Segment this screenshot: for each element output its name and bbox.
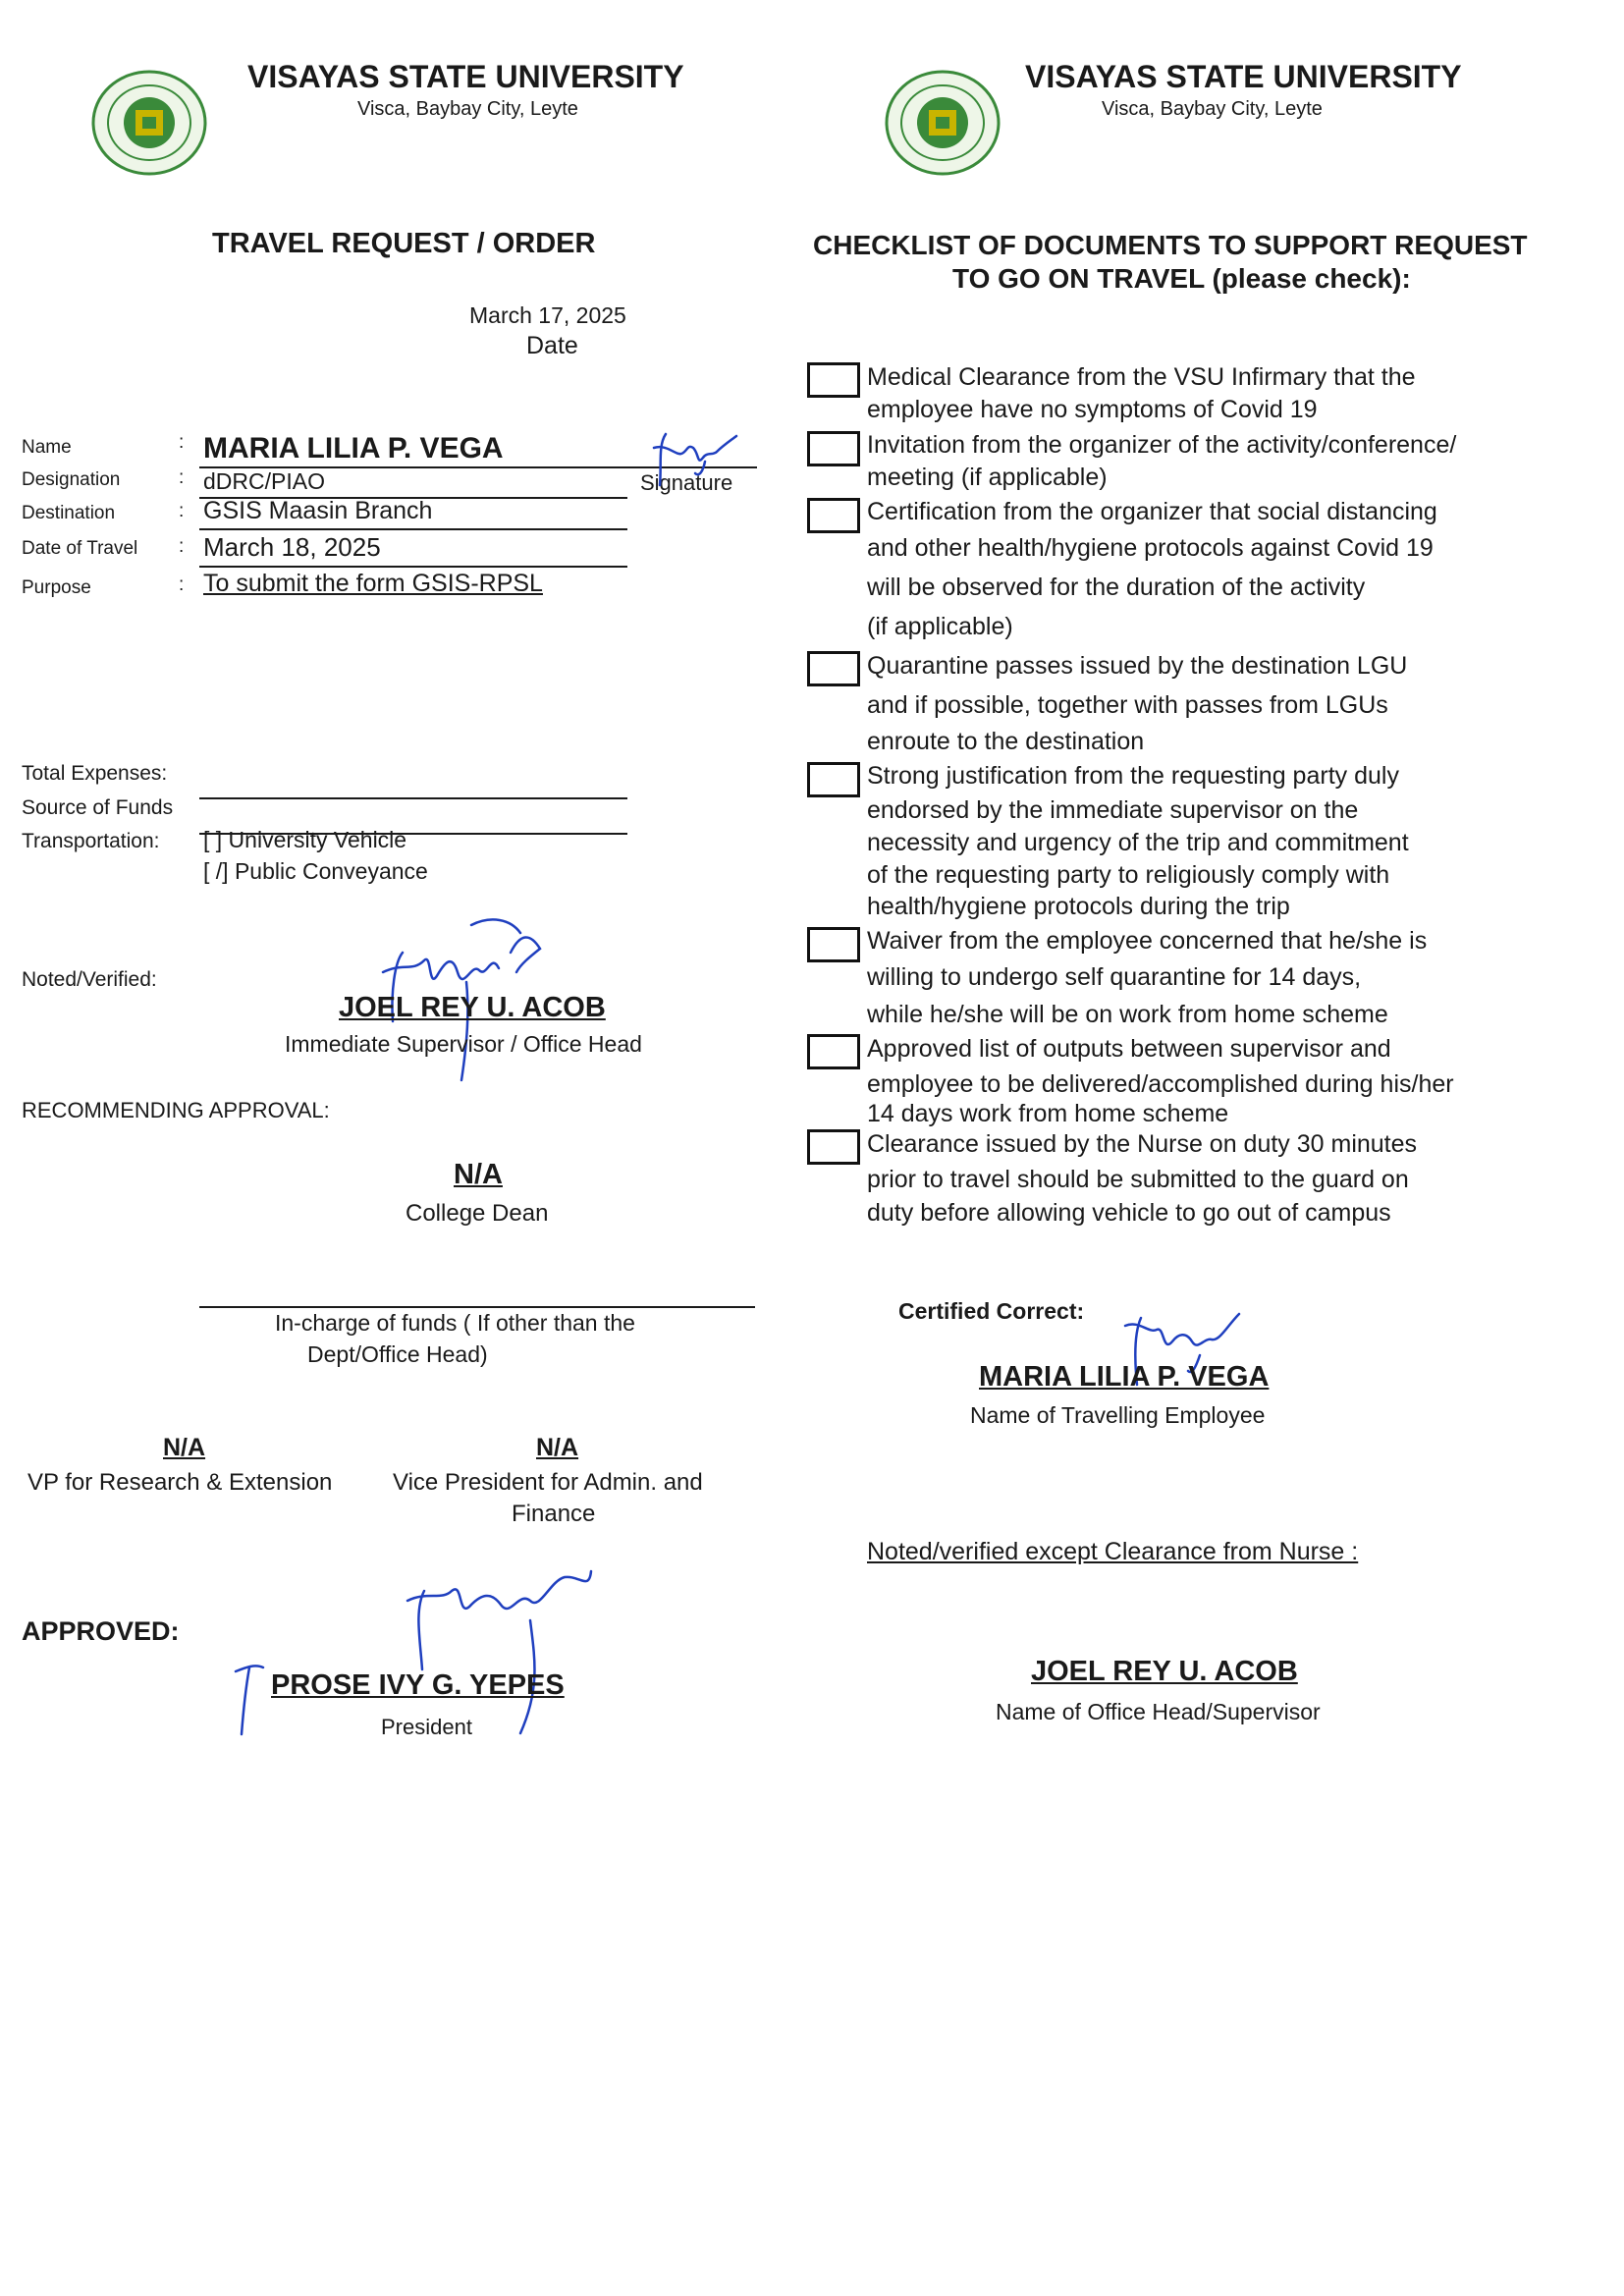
purpose-value: To submit the form GSIS-RPSL <box>203 570 543 597</box>
approved-label: APPROVED: <box>22 1616 180 1646</box>
in-charge-funds-title-1: In-charge of funds ( If other than the <box>275 1310 635 1336</box>
purpose-colon: : <box>179 574 185 595</box>
noted-verified-label: Noted/Verified: <box>22 968 157 991</box>
in-charge-funds-title-2: Dept/Office Head) <box>307 1341 488 1367</box>
checklist-item-text: Strong justification from the requesting party duly <box>867 762 1399 790</box>
designation-colon: : <box>179 467 185 488</box>
checklist-item-text: duty before allowing vehicle to go out of campus <box>867 1199 1391 1227</box>
college-dean-title: College Dean <box>406 1200 549 1227</box>
date-of-travel-label: Date of Travel <box>22 538 138 559</box>
checklist-checkbox-justification[interactable] <box>807 762 860 797</box>
date-of-travel-colon: : <box>179 536 185 557</box>
supervisor-title: Immediate Supervisor / Office Head <box>285 1031 642 1057</box>
vp-research-value: N/A <box>163 1434 206 1461</box>
checklist-item-text: Waiver from the employee concerned that he/she is <box>867 927 1428 955</box>
president-name: PROSE IVY G. YEPES <box>271 1669 565 1701</box>
checklist-checkbox-waiver[interactable] <box>807 927 860 962</box>
total-expenses-label: Total Expenses: <box>22 762 168 785</box>
transportation-label: Transportation: <box>22 830 160 852</box>
purpose-label: Purpose <box>22 577 91 598</box>
checklist-item-text: while he/she will be on work from home scheme <box>867 1001 1388 1028</box>
checklist-item-text: employee to be delivered/accomplished during his/her <box>867 1070 1454 1098</box>
checklist-item-text: prior to travel should be submitted to the guard on <box>867 1166 1409 1193</box>
certified-correct-label: Certified Correct: <box>898 1298 1085 1324</box>
transport-option-university-vehicle: [ ] University Vehicle <box>203 827 407 852</box>
left-university-seal <box>90 69 208 177</box>
checklist-title-line2: TO GO ON TRAVEL (please check): <box>952 263 1411 294</box>
checklist-item-text: Clearance issued by the Nurse on duty 30 minutes <box>867 1130 1418 1158</box>
handwritten-signature <box>206 1561 619 1738</box>
checklist-item-text: Approved list of outputs between supervisor and <box>867 1035 1391 1063</box>
university-seal-icon <box>90 69 208 177</box>
checklist-item-text: employee have no symptoms of Covid 19 <box>867 396 1318 423</box>
checklist-item-text: and other health/hygiene protocols against Covid 19 <box>867 534 1434 562</box>
checklist-item-text: enroute to the destination <box>867 728 1145 755</box>
checklist-checkbox-nurse-clearance[interactable] <box>807 1129 860 1165</box>
checklist-checkbox-quarantine-passes[interactable] <box>807 651 860 686</box>
traveller-name: MARIA LILIA P. VEGA <box>979 1361 1270 1393</box>
president-title: President <box>381 1715 472 1739</box>
travel-order-title: TRAVEL REQUEST / ORDER <box>212 228 596 259</box>
checklist-item-text: and if possible, together with passes from LGUs <box>867 691 1388 719</box>
checklist-item-text: Medical Clearance from the VSU Infirmary that the <box>867 363 1416 391</box>
recommending-approval-label: RECOMMENDING APPROVAL: <box>22 1098 330 1122</box>
signature-label: Signature <box>640 470 733 495</box>
right-university-seal <box>884 69 1001 177</box>
office-head-title: Name of Office Head/Supervisor <box>996 1699 1321 1724</box>
university-seal-icon <box>884 69 1001 177</box>
checklist-checkbox-medical-clearance[interactable] <box>807 362 860 398</box>
vp-admin-title-line1: Vice President for Admin. and <box>393 1469 703 1496</box>
checklist-item-text: Invitation from the organizer of the activity/conference/ <box>867 431 1457 459</box>
checklist-item-text: necessity and urgency of the trip and commitment <box>867 829 1409 856</box>
date-label: Date <box>526 332 578 359</box>
checklist-item-text: willing to undergo self quarantine for 14 days, <box>867 963 1362 991</box>
checklist-item-text: Certification from the organizer that social distancing <box>867 498 1437 525</box>
total-expenses-line <box>199 797 627 799</box>
traveller-title: Name of Travelling Employee <box>970 1402 1266 1428</box>
checklist-item-text: will be observed for the duration of the activity <box>867 574 1366 601</box>
source-of-funds-label: Source of Funds <box>22 796 174 819</box>
name-colon: : <box>179 432 185 453</box>
left-university-name: VISAYAS STATE UNIVERSITY <box>247 59 684 94</box>
college-dean-value: N/A <box>454 1159 503 1190</box>
vp-admin-value: N/A <box>536 1434 579 1461</box>
designation-value: dDRC/PIAO <box>203 468 325 494</box>
checklist-checkbox-certification[interactable] <box>807 498 860 533</box>
checklist-item-text: health/hygiene protocols during the trip <box>867 893 1290 920</box>
right-university-address: Visca, Baybay City, Leyte <box>1102 98 1323 120</box>
checklist-checkbox-approved-outputs[interactable] <box>807 1034 860 1069</box>
destination-label: Destination <box>22 503 116 523</box>
checklist-item-text: of the requesting party to religiously comply with <box>867 861 1390 889</box>
vp-research-title: VP for Research & Extension <box>27 1469 333 1496</box>
checklist-item-text: 14 days work from home scheme <box>867 1100 1229 1127</box>
date-of-travel-value: March 18, 2025 <box>203 532 381 562</box>
checklist-item-text: meeting (if applicable) <box>867 464 1108 491</box>
request-date: March 17, 2025 <box>469 302 626 328</box>
checklist-item-text: (if applicable) <box>867 613 1013 640</box>
checklist-title-line1: CHECKLIST OF DOCUMENTS TO SUPPORT REQUEST <box>813 230 1528 260</box>
checklist-item-text: endorsed by the immediate supervisor on the <box>867 796 1359 824</box>
in-charge-funds-line <box>199 1306 755 1308</box>
noted-except-nurse-label: Noted/verified except Clearance from Nurse : <box>867 1538 1359 1565</box>
handwritten-signature <box>648 426 746 493</box>
date-of-travel-underline <box>199 566 627 568</box>
transport-option-public-conveyance: [ /] Public Conveyance <box>203 858 428 884</box>
destination-underline <box>199 528 627 530</box>
office-head-name: JOEL REY U. ACOB <box>1031 1656 1298 1687</box>
checklist-checkbox-invitation[interactable] <box>807 431 860 466</box>
destination-value: GSIS Maasin Branch <box>203 497 433 524</box>
checklist-item-text: Quarantine passes issued by the destination LGU <box>867 652 1408 680</box>
designation-label: Designation <box>22 469 121 490</box>
name-label: Name <box>22 437 72 458</box>
supervisor-name: JOEL REY U. ACOB <box>339 992 606 1023</box>
destination-colon: : <box>179 501 185 521</box>
name-value: MARIA LILIA P. VEGA <box>203 432 504 465</box>
left-university-address: Visca, Baybay City, Leyte <box>357 98 578 120</box>
right-university-name: VISAYAS STATE UNIVERSITY <box>1025 59 1462 94</box>
vp-admin-title-line2: Finance <box>512 1501 596 1527</box>
